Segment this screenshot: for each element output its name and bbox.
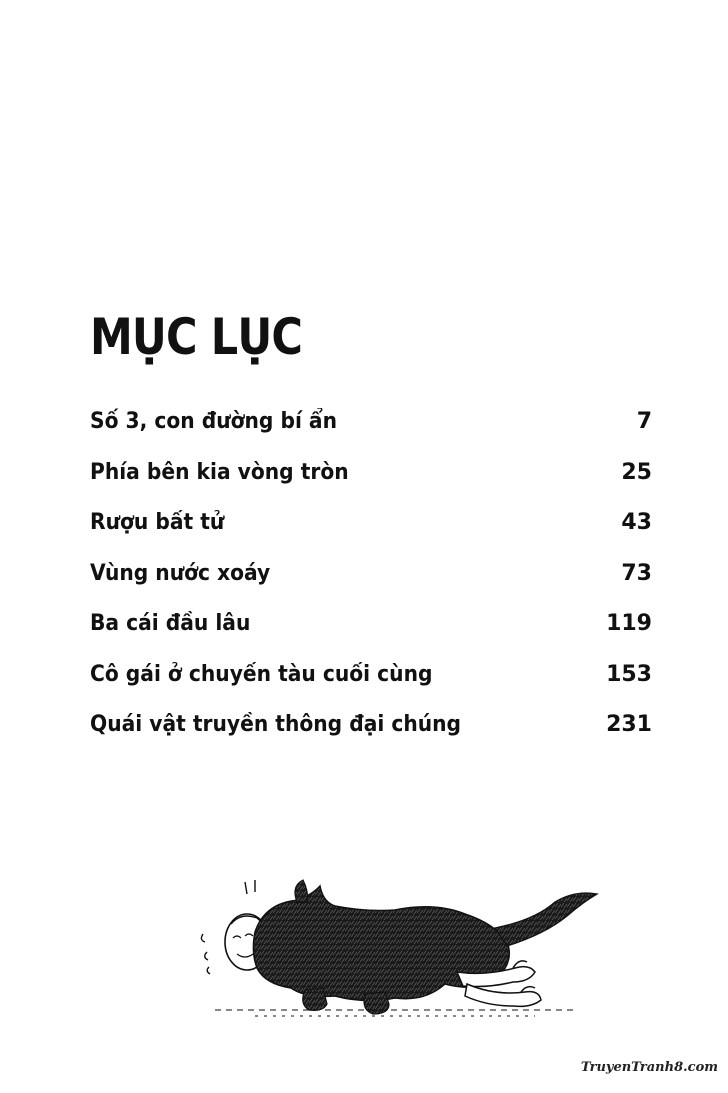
ground-lines (215, 1010, 575, 1016)
toc-entry-page: 73 (621, 560, 652, 586)
toc-entry[interactable] (90, 557, 652, 608)
toc-entry-title: Số 3, con đường bí ẩn (90, 409, 337, 434)
toc-entry[interactable] (90, 607, 652, 658)
toc-entry-page: 231 (606, 712, 652, 737)
toc-entry-title: Phía bên kia vòng tròn (90, 459, 349, 485)
toc-entry[interactable] (90, 708, 652, 759)
toc-entry[interactable] (90, 405, 652, 456)
toc-entry-page: 119 (606, 611, 652, 636)
toc-heading: MỤC LỤC (90, 308, 303, 366)
toc-entry-title: Quái vật truyền thông đại chúng (90, 712, 462, 737)
site-watermark: TruyenTranh8.com (580, 1060, 718, 1075)
toc-entry[interactable] (90, 658, 652, 709)
toc-entry-title: Rượu bất tử (90, 510, 225, 535)
dog-on-person-illustration (195, 872, 605, 1022)
toc-entry-title: Cô gái ở chuyến tàu cuối cùng (90, 661, 433, 687)
toc-list (90, 405, 652, 759)
toc-entry-page: 7 (636, 409, 652, 434)
toc-entry-page: 153 (606, 661, 652, 687)
toc-entry-page: 43 (621, 510, 652, 535)
toc-entry[interactable] (90, 506, 652, 557)
toc-entry[interactable] (90, 456, 652, 507)
toc-entry-title: Ba cái đầu lâu (90, 611, 251, 636)
toc-entry-title: Vùng nước xoáy (90, 560, 271, 586)
dog-body (253, 880, 597, 1014)
toc-entry-page: 25 (621, 459, 652, 485)
